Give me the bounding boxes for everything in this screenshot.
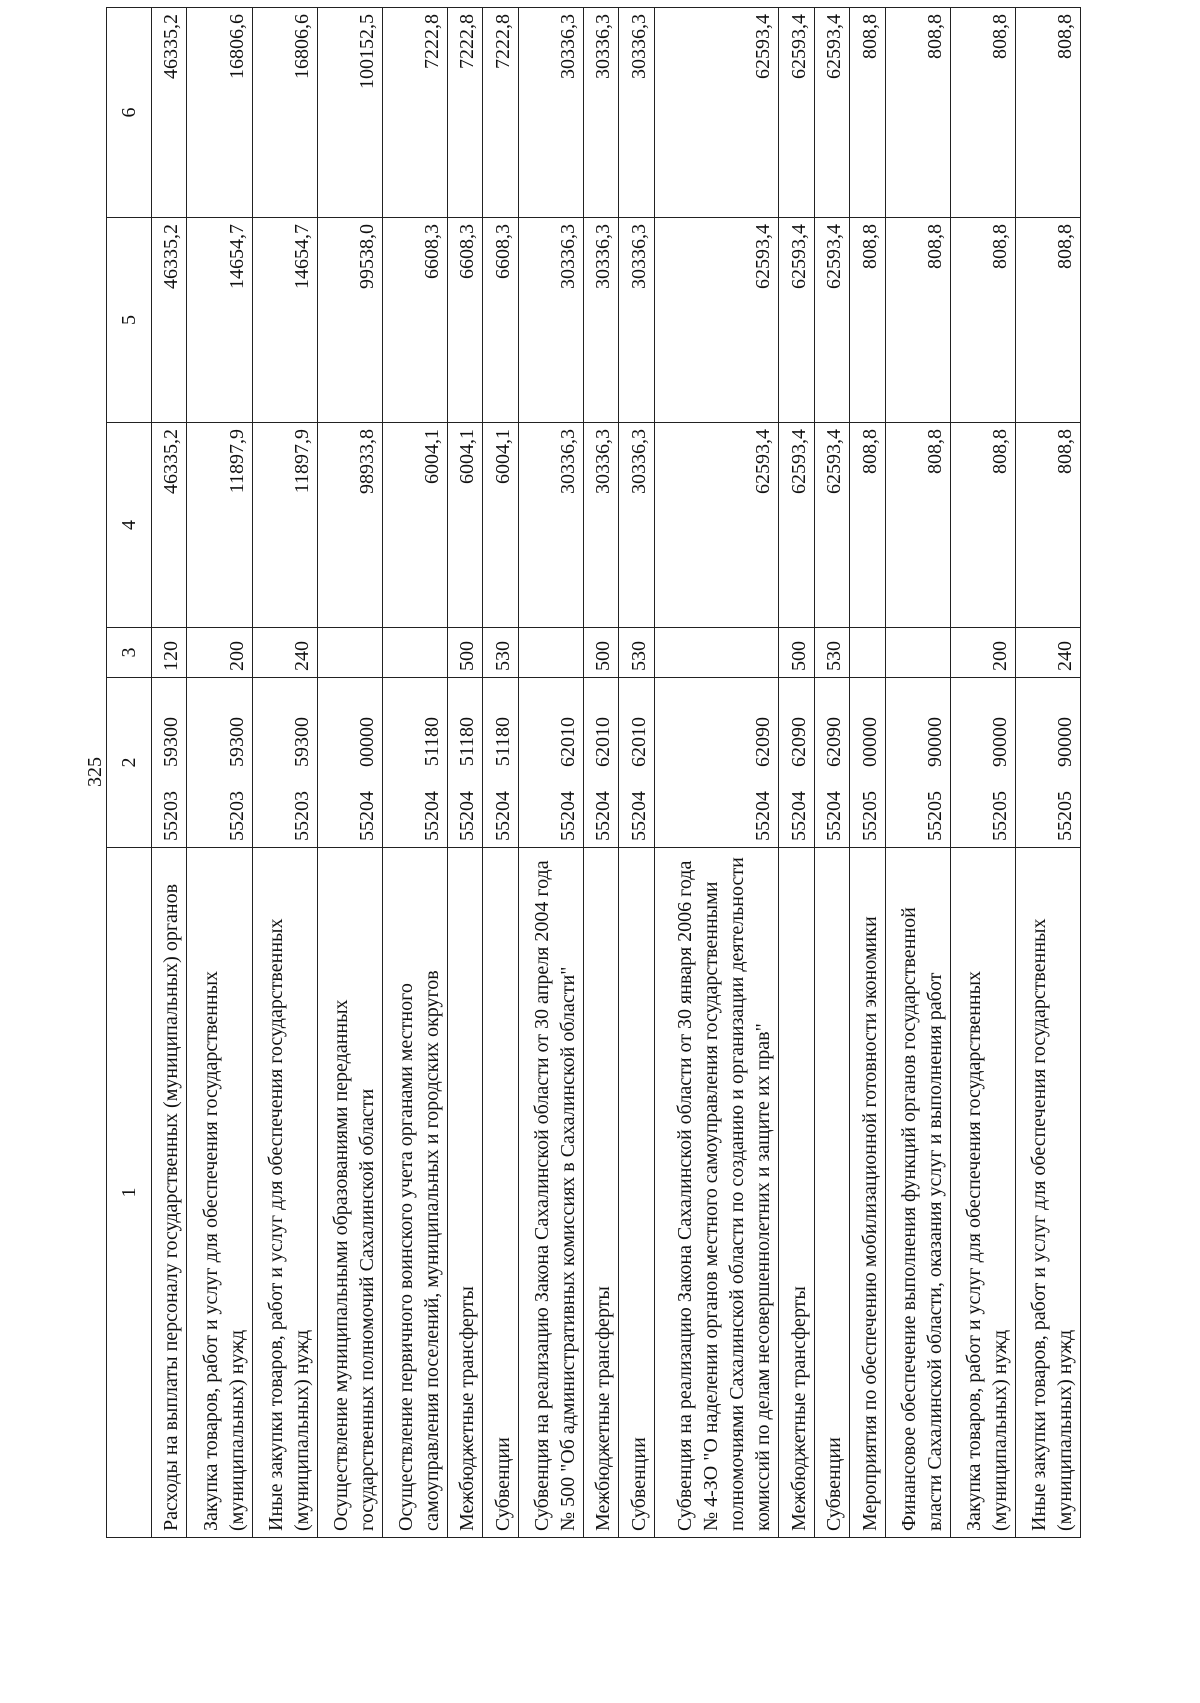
table-row — [152, 8, 187, 1538]
code-part-a: 55203 — [290, 791, 313, 841]
row-value-col4: 6004,1 — [447, 423, 482, 628]
code-part-b: 00000 — [355, 717, 378, 767]
code-part-b: 59300 — [160, 717, 183, 767]
row-value-col4: 6004,1 — [382, 423, 447, 628]
row-value-col4: 30336,3 — [518, 423, 583, 628]
code-part-b: 51180 — [456, 717, 479, 767]
code-part-b: 51180 — [491, 717, 514, 767]
row-code — [654, 678, 779, 848]
code-part-a: 55204 — [592, 791, 615, 841]
row-expense-type: 240 — [1015, 628, 1080, 678]
row-value-col5: 62593,4 — [814, 218, 849, 423]
row-value-col5: 6608,3 — [483, 218, 518, 423]
code-part-b: 62010 — [627, 717, 650, 767]
table-row — [850, 8, 885, 1538]
code-part-a: 55204 — [491, 791, 514, 841]
row-value-col4: 62593,4 — [779, 423, 814, 628]
row-expense-type: 530 — [483, 628, 518, 678]
row-name: Иные закупки товаров, работ и услуг для обеспечения государственных (муниципальных) нужд — [1015, 848, 1080, 1538]
code-part-a: 55205 — [858, 791, 881, 841]
row-code — [152, 678, 187, 848]
row-code — [850, 678, 885, 848]
code-part-a: 55205 — [988, 791, 1011, 841]
row-value-col5: 808,8 — [850, 218, 885, 423]
row-value-col6: 7222,8 — [447, 8, 482, 218]
row-code — [252, 678, 317, 848]
table-row — [518, 8, 583, 1538]
row-expense-type — [850, 628, 885, 678]
row-value-col6: 7222,8 — [382, 8, 447, 218]
code-part-a: 55203 — [160, 791, 183, 841]
row-code — [619, 678, 654, 848]
row-code — [382, 678, 447, 848]
code-part-b: 90000 — [923, 717, 946, 767]
code-part-b: 62090 — [787, 717, 810, 767]
code-part-b: 62010 — [556, 717, 579, 767]
row-expense-type — [518, 628, 583, 678]
row-value-col6: 62593,4 — [779, 8, 814, 218]
row-value-col5: 30336,3 — [619, 218, 654, 423]
row-code — [583, 678, 618, 848]
table-row — [654, 8, 779, 1538]
table-row — [619, 8, 654, 1538]
row-value-col5: 14654,7 — [252, 218, 317, 423]
row-name: Закупка товаров, работ и услуг для обеспечения государственных (муниципальных) нужд — [950, 848, 1015, 1538]
row-code — [317, 678, 382, 848]
row-value-col6: 7222,8 — [483, 8, 518, 218]
page-number: 325 — [84, 757, 106, 787]
row-name: Финансовое обеспечение выполнения функций органов государственной власти Сахалинской области, оказания услуг и выполнения работ — [885, 848, 950, 1538]
table-row — [187, 8, 252, 1538]
row-expense-type — [885, 628, 950, 678]
table-row — [950, 8, 1015, 1538]
code-part-b: 59300 — [290, 717, 313, 767]
table-row — [317, 8, 382, 1538]
table-row — [382, 8, 447, 1538]
row-expense-type: 200 — [187, 628, 252, 678]
row-code — [187, 678, 252, 848]
code-part-a: 55204 — [627, 791, 650, 841]
row-value-col6: 30336,3 — [583, 8, 618, 218]
row-name: Субвенции — [814, 848, 849, 1538]
row-name: Закупка товаров, работ и услуг для обеспечения государственных (муниципальных) нужд — [187, 848, 252, 1538]
code-part-a: 55204 — [752, 791, 775, 841]
row-value-col4: 46335,2 — [152, 423, 187, 628]
row-value-col4: 808,8 — [1015, 423, 1080, 628]
row-value-col5: 30336,3 — [583, 218, 618, 423]
header-col-2: 2 — [107, 678, 152, 848]
row-value-col5: 808,8 — [1015, 218, 1080, 423]
row-value-col5: 808,8 — [885, 218, 950, 423]
row-value-col6: 30336,3 — [518, 8, 583, 218]
row-code — [779, 678, 814, 848]
code-part-a: 55204 — [355, 791, 378, 841]
row-expense-type: 500 — [583, 628, 618, 678]
row-expense-type: 120 — [152, 628, 187, 678]
code-part-a: 55204 — [823, 791, 846, 841]
code-part-a: 55204 — [420, 791, 443, 841]
code-part-b: 00000 — [858, 717, 881, 767]
row-value-col6: 62593,4 — [814, 8, 849, 218]
table-row — [447, 8, 482, 1538]
row-expense-type: 530 — [619, 628, 654, 678]
header-col-4: 4 — [107, 423, 152, 628]
row-value-col4: 30336,3 — [619, 423, 654, 628]
row-expense-type: 500 — [447, 628, 482, 678]
budget-table — [106, 7, 1081, 1538]
row-value-col6: 100152,5 — [317, 8, 382, 218]
header-col-1: 1 — [107, 848, 152, 1538]
table-row — [779, 8, 814, 1538]
row-value-col5: 6608,3 — [447, 218, 482, 423]
row-name: Осуществление муниципальными образованиями переданных государственных полномочий Сахалинской области — [317, 848, 382, 1538]
code-part-a: 55204 — [787, 791, 810, 841]
header-col-5: 5 — [107, 218, 152, 423]
row-name: Межбюджетные трансферты — [447, 848, 482, 1538]
row-value-col6: 808,8 — [1015, 8, 1080, 218]
row-value-col4: 11897,9 — [252, 423, 317, 628]
rotated-table-wrapper — [106, 8, 1081, 1538]
row-value-col6: 16806,6 — [252, 8, 317, 218]
code-part-b: 62090 — [823, 717, 846, 767]
table-row — [814, 8, 849, 1538]
code-part-a: 55204 — [456, 791, 479, 841]
row-value-col5: 30336,3 — [518, 218, 583, 423]
row-name: Осуществление первичного воинского учета органами местного самоуправления поселений, муниципальных и городских округов — [382, 848, 447, 1538]
code-part-a: 55204 — [556, 791, 579, 841]
row-name: Межбюджетные трансферты — [583, 848, 618, 1538]
code-part-b: 59300 — [225, 717, 248, 767]
row-value-col4: 808,8 — [850, 423, 885, 628]
row-value-col6: 808,8 — [850, 8, 885, 218]
row-expense-type: 200 — [950, 628, 1015, 678]
row-code — [483, 678, 518, 848]
row-value-col6: 62593,4 — [654, 8, 779, 218]
code-part-b: 51180 — [420, 717, 443, 767]
row-name: Субвенции — [619, 848, 654, 1538]
row-value-col4: 30336,3 — [583, 423, 618, 628]
code-part-a: 55203 — [225, 791, 248, 841]
row-code — [885, 678, 950, 848]
table-row — [483, 8, 518, 1538]
row-value-col6: 808,8 — [885, 8, 950, 218]
row-name: Субвенция на реализацию Закона Сахалинской области от 30 января 2006 года № 4-ЗО "О наделении органов местного самоуправления государственными полномочиями Сахалинской области по созданию и организации деятельности комиссий по делам несовершеннолетних и защите их прав" — [654, 848, 779, 1538]
code-part-a: 55205 — [1054, 791, 1076, 841]
row-code — [814, 678, 849, 848]
row-name: Расходы на выплаты персоналу государственных (муниципальных) органов — [152, 848, 187, 1538]
row-value-col5: 808,8 — [950, 218, 1015, 423]
row-value-col6: 30336,3 — [619, 8, 654, 218]
row-value-col6: 808,8 — [950, 8, 1015, 218]
row-expense-type — [317, 628, 382, 678]
row-expense-type: 240 — [252, 628, 317, 678]
code-part-b: 90000 — [988, 717, 1011, 767]
row-name: Субвенция на реализацию Закона Сахалинской области от 30 апреля 2004 года № 500 "Об административных комиссиях в Сахалинской области" — [518, 848, 583, 1538]
row-code — [447, 678, 482, 848]
header-col-3: 3 — [107, 628, 152, 678]
table-row — [252, 8, 317, 1538]
row-value-col5: 14654,7 — [187, 218, 252, 423]
table-row — [583, 8, 618, 1538]
row-name: Мероприятия по обеспечению мобилизационной готовности экономики — [850, 848, 885, 1538]
row-expense-type — [654, 628, 779, 678]
row-value-col4: 808,8 — [885, 423, 950, 628]
row-value-col6: 16806,6 — [187, 8, 252, 218]
table-header-row — [107, 8, 152, 1538]
row-code — [950, 678, 1015, 848]
row-code — [1015, 678, 1080, 848]
table-body — [152, 8, 1081, 1538]
row-value-col5: 99538,0 — [317, 218, 382, 423]
row-value-col4: 6004,1 — [483, 423, 518, 628]
row-value-col6: 46335,2 — [152, 8, 187, 218]
row-expense-type: 500 — [779, 628, 814, 678]
row-value-col5: 46335,2 — [152, 218, 187, 423]
row-name: Иные закупки товаров, работ и услуг для обеспечения государственных (муниципальных) нужд — [252, 848, 317, 1538]
row-value-col4: 62593,4 — [814, 423, 849, 628]
code-part-b: 62010 — [592, 717, 615, 767]
code-part-b: 90000 — [1054, 717, 1076, 767]
row-value-col5: 62593,4 — [654, 218, 779, 423]
table-row — [1015, 8, 1080, 1538]
row-value-col5: 62593,4 — [779, 218, 814, 423]
row-value-col5: 6608,3 — [382, 218, 447, 423]
row-value-col4: 98933,8 — [317, 423, 382, 628]
row-value-col4: 62593,4 — [654, 423, 779, 628]
row-expense-type — [382, 628, 447, 678]
row-code — [518, 678, 583, 848]
row-name: Межбюджетные трансферты — [779, 848, 814, 1538]
row-value-col4: 808,8 — [950, 423, 1015, 628]
row-value-col4: 11897,9 — [187, 423, 252, 628]
code-part-b: 62090 — [752, 717, 775, 767]
header-col-6: 6 — [107, 8, 152, 218]
table-row — [885, 8, 950, 1538]
code-part-a: 55205 — [923, 791, 946, 841]
row-expense-type: 530 — [814, 628, 849, 678]
row-name: Субвенции — [483, 848, 518, 1538]
